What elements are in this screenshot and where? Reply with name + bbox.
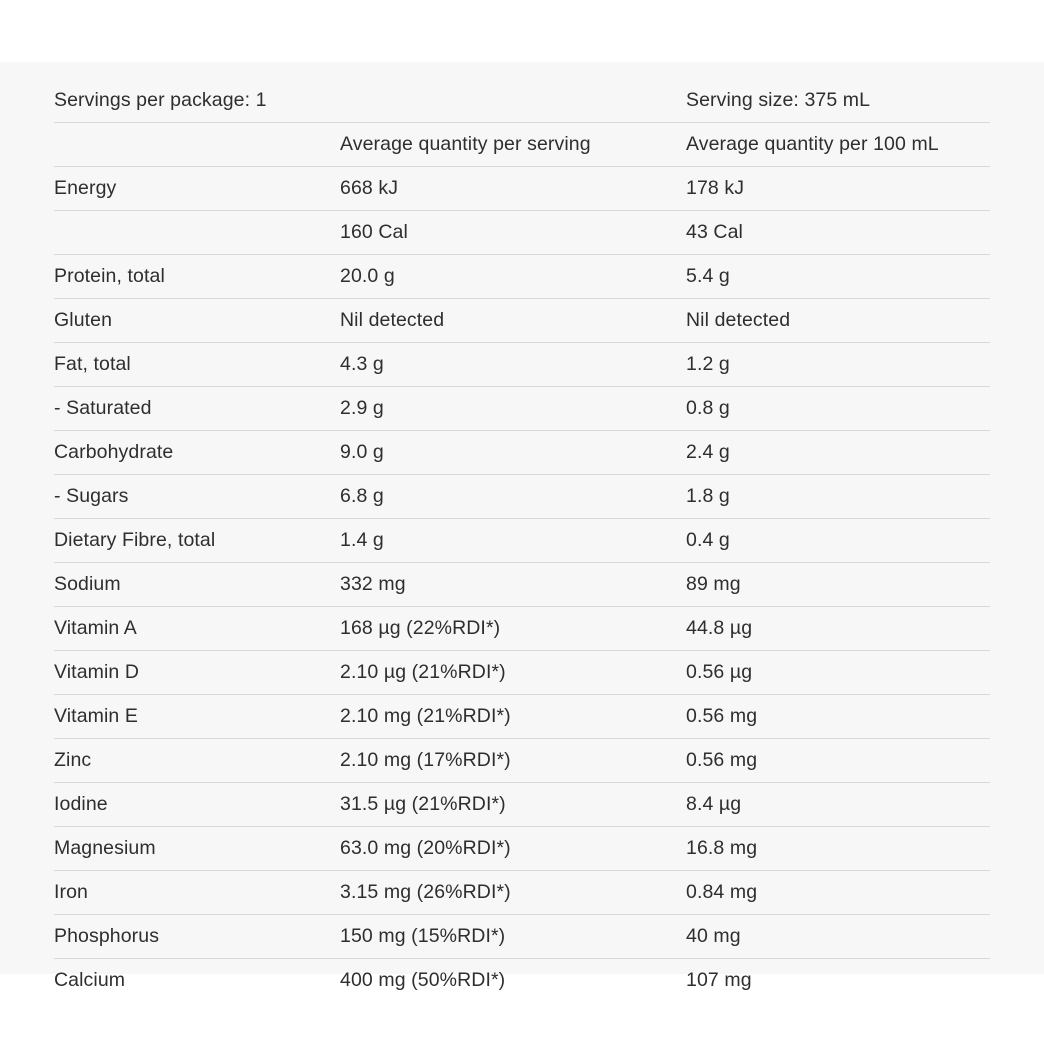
row-label: Gluten: [54, 299, 340, 343]
row-value-per-100ml: 178 kJ: [686, 167, 990, 211]
row-value-per-100ml: 0.56 µg: [686, 651, 990, 695]
row-value-per-100ml: 107 mg: [686, 969, 752, 991]
row-value-per-100ml: 0.4 g: [686, 519, 990, 563]
row-value-per-100ml: 2.4 g: [686, 431, 990, 475]
row-value-per-serving: 20.0 g: [340, 255, 686, 299]
row-label: - Saturated: [54, 387, 340, 431]
row-value-per-serving: 168 µg (22%RDI*): [340, 607, 686, 651]
table-row: [54, 211, 990, 255]
serving-size-label: Serving size: 375 mL: [686, 80, 990, 123]
row-value-per-100ml: 16.8 mg: [686, 827, 990, 871]
row-label: Vitamin E: [54, 695, 340, 739]
row-value-per-100ml: 44.8 µg: [686, 607, 990, 651]
table-row: [54, 827, 990, 871]
row-value-per-serving: 2.10 mg (17%RDI*): [340, 739, 686, 783]
row-label: Calcium: [54, 969, 126, 991]
table-row: [54, 915, 990, 959]
row-value-per-100ml: 8.4 µg: [686, 783, 990, 827]
table-row-servings: [54, 80, 990, 123]
table-row: [54, 739, 990, 783]
row-value-per-100ml: 43 Cal: [686, 211, 990, 255]
row-label: Zinc: [54, 739, 340, 783]
row-value-per-100ml: 89 mg: [686, 563, 990, 607]
row-value-per-serving: 1.4 g: [340, 519, 686, 563]
column-header-blank: [54, 123, 340, 167]
column-header-per-100ml: Average quantity per 100 mL: [686, 123, 990, 167]
row-label: [54, 211, 340, 255]
table-row: [54, 343, 990, 387]
row-value-per-100ml: 0.84 mg: [686, 871, 990, 915]
table-row: [54, 255, 990, 299]
row-value-per-100ml: 1.8 g: [686, 475, 990, 519]
table-row: [54, 475, 990, 519]
row-value-per-100ml: 40 mg: [686, 915, 990, 959]
row-value-per-100ml: 5.4 g: [686, 255, 990, 299]
row-label: Magnesium: [54, 827, 340, 871]
table-row: [54, 431, 990, 475]
row-value-per-100ml: 0.56 mg: [686, 695, 990, 739]
row-value-per-100ml: Nil detected: [686, 299, 990, 343]
row-value-per-serving: 4.3 g: [340, 343, 686, 387]
row-label: Dietary Fibre, total: [54, 519, 340, 563]
servings-per-package-label: Servings per package: 1: [54, 80, 340, 123]
table-row: [54, 959, 990, 1003]
row-label: Energy: [54, 167, 340, 211]
table-row: [54, 607, 990, 651]
table-row: [54, 695, 990, 739]
row-label: Fat, total: [54, 343, 340, 387]
row-label: Phosphorus: [54, 915, 340, 959]
table-row: [54, 783, 990, 827]
row-value-per-serving: 31.5 µg (21%RDI*): [340, 783, 686, 827]
table-row: [54, 651, 990, 695]
row-value-per-100ml: 1.2 g: [686, 343, 990, 387]
row-value-per-serving: 668 kJ: [340, 167, 686, 211]
row-value-per-serving: 150 mg (15%RDI*): [340, 915, 686, 959]
row-label: Protein, total: [54, 255, 340, 299]
column-header-per-serving: Average quantity per serving: [340, 123, 686, 167]
row-value-per-serving: 9.0 g: [340, 431, 686, 475]
row-value-per-serving: 3.15 mg (26%RDI*): [340, 871, 686, 915]
row-label: - Sugars: [54, 475, 340, 519]
row-value-per-serving: 400 mg (50%RDI*): [340, 969, 506, 991]
table-row: [54, 563, 990, 607]
row-value-per-serving: 2.10 µg (21%RDI*): [340, 651, 686, 695]
row-value-per-serving: Nil detected: [340, 299, 686, 343]
nutrition-table-container: [54, 80, 990, 1002]
nutrition-panel: [0, 62, 1044, 991]
row-label: Vitamin A: [54, 607, 340, 651]
row-label: Carbohydrate: [54, 431, 340, 475]
row-label: Sodium: [54, 563, 340, 607]
empty-cell: [340, 80, 686, 123]
nutrition-information-table: [54, 80, 990, 1002]
row-value-per-serving: 63.0 mg (20%RDI*): [340, 827, 686, 871]
row-value-per-serving: 2.10 mg (21%RDI*): [340, 695, 686, 739]
table-row: [54, 167, 990, 211]
row-value-per-100ml: 0.56 mg: [686, 739, 990, 783]
row-value-per-serving: 2.9 g: [340, 387, 686, 431]
row-value-per-serving: 160 Cal: [340, 211, 686, 255]
row-value-per-serving: 332 mg: [340, 563, 686, 607]
row-label: Iron: [54, 871, 340, 915]
row-label: Iodine: [54, 783, 340, 827]
table-row-header: [54, 123, 990, 167]
row-value-per-100ml: 0.8 g: [686, 387, 990, 431]
row-value-per-serving: 6.8 g: [340, 475, 686, 519]
table-row: [54, 871, 990, 915]
row-label: Vitamin D: [54, 651, 340, 695]
table-row: [54, 519, 990, 563]
table-row: [54, 299, 990, 343]
table-row: [54, 387, 990, 431]
